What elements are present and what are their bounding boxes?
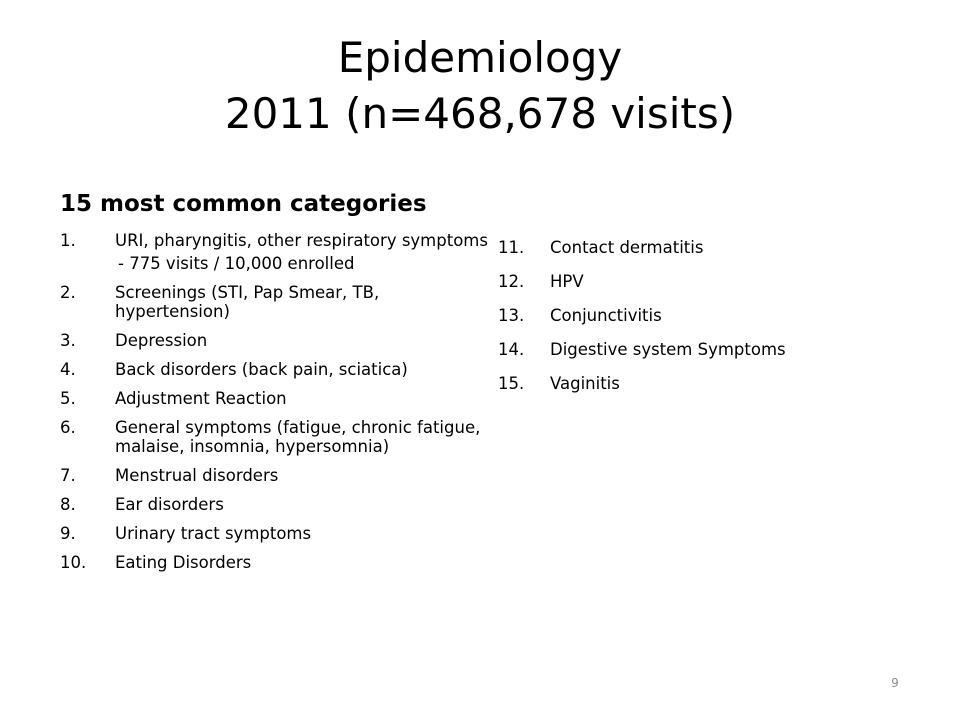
item-text: Vaginitis: [550, 374, 620, 393]
title-line-1: Epidemiology: [337, 33, 623, 82]
item-number: 7.: [60, 466, 76, 485]
list-item: [498, 272, 898, 291]
list-item: [60, 466, 490, 485]
list-item: [498, 374, 898, 393]
item-text: Digestive system Symptoms: [550, 340, 786, 359]
item-text: Screenings (STI, Pap Smear, TB, hypertension): [115, 283, 380, 321]
list-item: [498, 340, 898, 359]
item-number: 13.: [498, 306, 525, 325]
item-note: - 775 visits / 10,000 enrolled: [118, 254, 355, 273]
item-text: HPV: [550, 272, 584, 291]
list-item: [60, 495, 490, 514]
item-text: General symptoms (fatigue, chronic fatigue, malaise, insomnia, hypersomnia): [115, 418, 481, 456]
item-number: 9.: [60, 524, 76, 543]
title-line-2: 2011 (n=468,678 visits): [224, 89, 736, 138]
left-category-list: [60, 231, 490, 582]
item-number: 2.: [60, 283, 76, 302]
list-item: [60, 231, 490, 250]
item-number: 10.: [60, 553, 87, 572]
list-item: [60, 389, 490, 408]
list-item: [60, 283, 490, 321]
item-number: 1.: [60, 231, 76, 250]
item-number: 8.: [60, 495, 76, 514]
item-text: Ear disorders: [115, 495, 224, 514]
list-item: [60, 418, 490, 456]
item-number: 3.: [60, 331, 76, 350]
item-number: 6.: [60, 418, 76, 437]
item-number: 14.: [498, 340, 525, 359]
item-text: Eating Disorders: [115, 553, 252, 572]
right-category-list: [498, 238, 898, 408]
item-text: Depression: [115, 331, 208, 350]
item-number: 15.: [498, 374, 525, 393]
item-text: Contact dermatitis: [550, 238, 704, 257]
item-number: 5.: [60, 389, 76, 408]
list-item: [60, 331, 490, 350]
subheading: 15 most common categories: [60, 191, 427, 217]
page-number: 9: [891, 676, 899, 690]
list-item: [60, 553, 490, 572]
item-number: 4.: [60, 360, 76, 379]
item-text: Menstrual disorders: [115, 466, 279, 485]
item-text: Urinary tract symptoms: [115, 524, 312, 543]
list-item: [60, 524, 490, 543]
list-item: [498, 306, 898, 325]
item-text: Adjustment Reaction: [115, 389, 287, 408]
item-text: Conjunctivitis: [550, 306, 662, 325]
item-number: 11.: [498, 238, 525, 257]
slide-title: [0, 30, 960, 142]
item-number: 12.: [498, 272, 525, 291]
item-text: Back disorders (back pain, sciatica): [115, 360, 408, 379]
list-item: [60, 360, 490, 379]
list-item: [498, 238, 898, 257]
item-text: URI, pharyngitis, other respiratory symptoms: [115, 231, 488, 250]
